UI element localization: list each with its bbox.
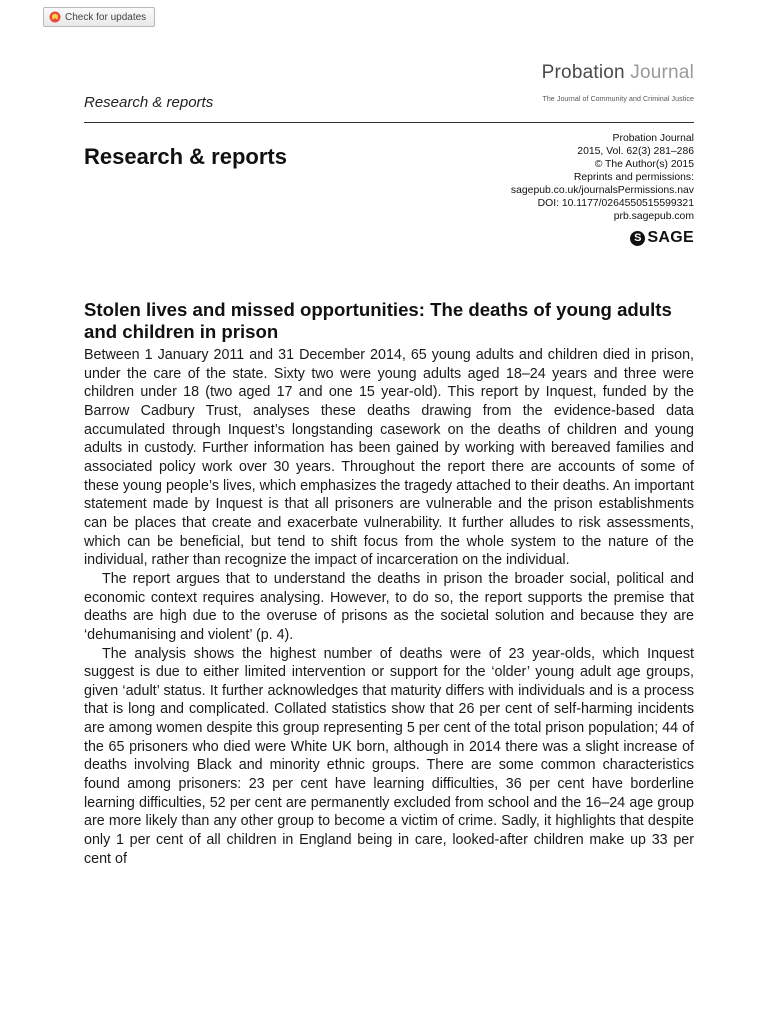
meta-journal: Probation Journal <box>612 133 694 144</box>
article-paragraph: Between 1 January 2011 and 31 December 2014, 65 young adults and children died in prison, under the care of the state. Sixty two were young adults aged 18–24 years and three were children under 18 (two aged 17 and one 15 year-old). This report by Inquest, funded by the Barrow Cadbury Trust, analyses these deaths drawing from the evidence-based data accumulated through Inquest’s longstanding casework on the deaths of children and young adults in custody. Further information has been gained by working with bereaved families and associated policy work over 30 years. Throughout the report there are accounts of some of these young people’s lives, which emphasizes the tragedy attached to their deaths. An important statement made by Inquest is that all prisoners are vulnerable and the prison establishments can be places that create and exacerbate vulnerability. It further alludes to risk assessments, which can be beneficial, but tend to shift focus from the whole system to the nature of the individual, rather than recognize the impact of incarceration on the individual. <box>84 347 694 569</box>
meta-permissions-link[interactable]: sagepub.co.uk/journalsPermissions.nav <box>510 185 694 196</box>
check-for-updates-button[interactable] <box>43 7 155 27</box>
sage-mark-icon: S <box>630 231 645 246</box>
journal-tagline: The Journal of Community and Criminal Justice <box>542 96 694 103</box>
sage-logo <box>630 229 694 247</box>
article-paragraph: The analysis shows the highest number of deaths were of 23 year-olds, which Inquest suggest is due to either limited intervention or support for the ‘older’ young adult age groups, given ‘adult’ status. It further acknowledges that maturity differs with individuals and is a process that is long and complicated. Collated statistics show that 26 per cent of self-harming incidents are among women despite this group representing 5 per cent of the total prison population; 44 of the 65 prisoners who died were White UK born, although in 2014 there was a slight increase of deaths involving Black and minority ethnic groups. There are some common characteristics found among prisoners: 23 per cent have learning difficulties, 36 per cent have borderline learning difficulties, 52 per cent are permanently excluded from school and the 16–24 age group are more likely than any other group to become a victim of crime. Sadly, it highlights that despite only 1 per cent of all children in England being in care, looked-after children make up 33 per cent of <box>84 645 694 867</box>
article <box>84 299 694 868</box>
article-title: Stolen lives and missed opportunities: The deaths of young adults and children in prison <box>84 299 672 342</box>
journal-logo <box>542 62 694 103</box>
meta-doi[interactable]: DOI: 10.1177/0264550515599321 <box>537 198 694 209</box>
article-metadata <box>511 132 694 223</box>
article-paragraph: The report argues that to understand the deaths in prison the broader social, political and economic context requires analysing. However, to do so, the report supports the premise that deaths are high due to the overuse of prisons as the societal solution and because they are ‘dehumanising and violent’ (p. 4). <box>84 570 694 643</box>
header-divider <box>84 122 694 123</box>
sage-logo-text: SAGE <box>647 229 694 246</box>
meta-site-link[interactable]: prb.sagepub.com <box>613 211 694 222</box>
section-title: Research & reports <box>84 144 287 169</box>
meta-reprints: Reprints and permissions: <box>573 172 694 183</box>
meta-volume: 2015, Vol. 62(3) 281–286 <box>577 146 694 157</box>
meta-copyright: © The Author(s) 2015 <box>594 159 694 170</box>
journal-name-main: Probation <box>541 62 625 83</box>
journal-name-accent: Journal <box>630 62 694 83</box>
check-for-updates-label: Check for updates <box>65 11 147 23</box>
crossmark-icon <box>49 11 61 23</box>
running-head: Research & reports <box>84 94 214 111</box>
